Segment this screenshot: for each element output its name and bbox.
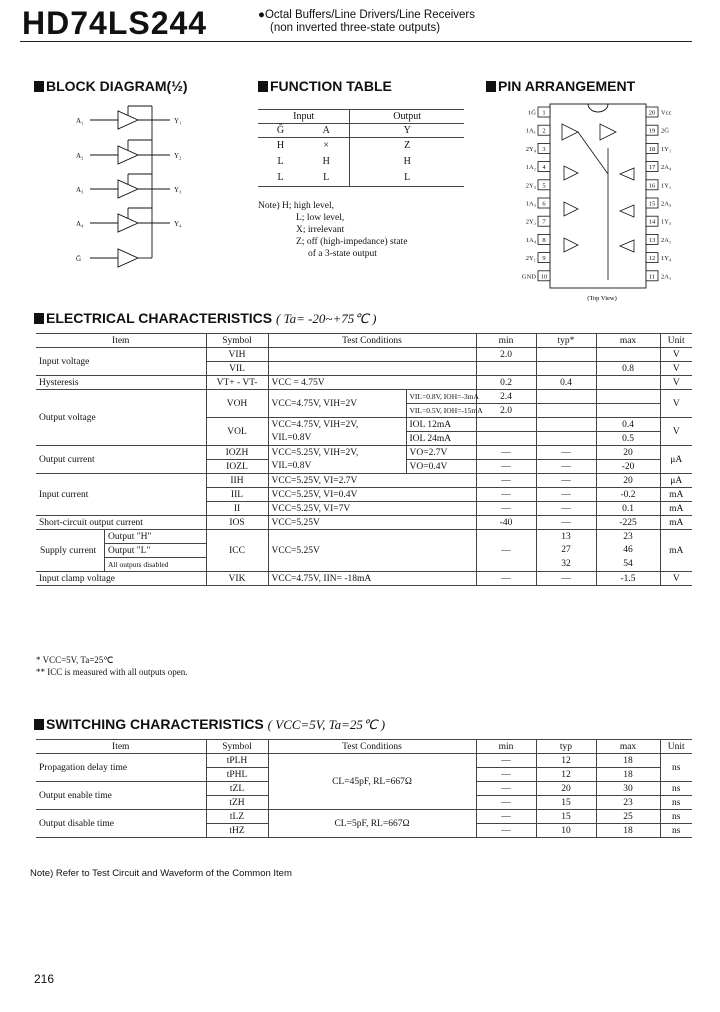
table-row: Input clamp voltage VIK VCC=4.75V, IIN= -18mA — — -1.5 V — [36, 572, 692, 586]
pin-number: 19 — [648, 127, 656, 135]
pin-label: 2A₃ — [661, 200, 672, 208]
pin-label: 1Y₂ — [661, 182, 672, 190]
ft-output-header: Output — [350, 110, 464, 124]
table-row: Propagation delay time tPLH CL=45pF, RL=667Ω — 12 18 ns — [36, 754, 692, 768]
table-row: Output disable time tLZ CL=5pF, RL=667Ω — 15 25 ns — [36, 810, 692, 824]
electrical-title: ELECTRICAL CHARACTERISTICS ( Ta= -20~+75℃ ) — [34, 310, 376, 327]
pin-number: 11 — [648, 273, 656, 281]
header-subdescription: (non inverted three-state outputs) — [270, 22, 441, 34]
pin-number: 14 — [648, 218, 656, 226]
output-label: Y₃ — [174, 186, 182, 194]
pin-number: 20 — [648, 109, 656, 117]
ft-col: A — [303, 124, 350, 138]
pin-label: 2Y₁ — [525, 255, 536, 263]
table-row: VIL=0.5V, IOH=-15mA 2.0 — [36, 404, 692, 418]
pin-label: 1A₃ — [525, 200, 536, 208]
table-row: Output enable time tZL — 20 30 ns — [36, 782, 692, 796]
pin-number: 10 — [540, 273, 548, 281]
table-row: Output voltage VOH VCC=4.75V, VIH=2V VIL=0.8V, IOH=-3mA 2.4 V — [36, 390, 692, 404]
output-label: Y₂ — [174, 152, 182, 160]
electrical-table: Item Symbol Test Conditions min typ* max Unit Input voltage VIH 2.0 V VIL 0.8 V Hysteresis VT+ - VT- VCC = 4.75V 0.2 0.4 V Output voltage VOH VCC=4.75V, VIH=2V VIL=0.8V, IOH=-3mA 2.4 V VIL=0.5V, IOH=-15mA 2.0 VOL VCC=4.75V, VIH=2V, IOL 12mA 0.4 V VIL=0.8V IOL 24mA 0.5 Output current IOZH VCC=5.25V, VIH=2V, VO=2.7V — — 20 μA IOZL VIL=0.8V VO=0.4V — — -20 Input current IIH VCC=5.25V, VI=2.7V — — 20 μA IIL VCC=5.25V, VI=0.4V — — -0.2 mA II VCC=5.25V, VI=7V — — 0.1 mA Short-circuit output current IOS VCC=5.25V -40 — -225 mA Supply current Output "H" Output "L" All outputs disabled ICC VCC=5.25V — 13 23 mA 27 46 32 54 Input clamp voltage VIK VCC=4.75V, IIN= -18mA — — -1.5 V — [36, 333, 692, 586]
buffer-3 — [90, 174, 170, 198]
pin-number: 3 — [542, 145, 546, 153]
pin-number: 15 — [648, 200, 656, 208]
pin-number: 13 — [648, 236, 656, 244]
table-row: 27 46 — [36, 544, 692, 558]
pin-arrangement — [512, 100, 692, 305]
table-row: Supply current Output "H" Output "L" All outputs disabled ICC VCC=5.25V — 13 23 mA — [36, 530, 692, 544]
package-notch — [588, 104, 608, 112]
table-row: Input voltage VIH 2.0 V — [36, 348, 692, 362]
table-row: VOL VCC=4.75V, VIH=2V, IOL 12mA 0.4 V — [36, 418, 692, 432]
pin-label: 1Y₃ — [661, 218, 672, 226]
pin-label: 1A₂ — [525, 164, 536, 172]
function-table — [258, 109, 464, 187]
pin-number: 1 — [542, 109, 546, 117]
pin-label: 2Y₃ — [525, 182, 536, 190]
pin-number: 4 — [542, 164, 546, 172]
table-row: H × Z — [258, 138, 464, 155]
switching-table: Item Symbol Test Conditions min typ max Unit Propagation delay time tPLH CL=45pF, RL=667Ω — 12 18 ns tPHL — 12 18 Output enable time tZL — 20 30 ns tZH — 15 23 ns Output disable time tLZ CL=5pF, RL=667Ω — 15 25 ns tHZ — 10 18 ns — [36, 739, 692, 838]
pin-label: 1A₁ — [525, 127, 536, 135]
table-row: tHZ — 10 18 ns — [36, 824, 692, 838]
pin-number: 12 — [648, 255, 656, 263]
table-row: Input current IIH VCC=5.25V, VI=2.7V — — 20 μA — [36, 474, 692, 488]
page-number: 216 — [34, 972, 55, 986]
pin-caption: (Top View) — [587, 295, 617, 302]
pin-label: Vcc — [661, 109, 672, 117]
function-table-title: FUNCTION TABLE — [258, 78, 392, 94]
table-row: L H H — [258, 154, 464, 170]
table-row: tZH — 15 23 ns — [36, 796, 692, 810]
pin-label: 2Y₄ — [525, 145, 536, 153]
buffer-2 — [90, 140, 170, 164]
pin-label: 2A₁ — [661, 273, 672, 281]
table-row: tPHL — 12 18 — [36, 768, 692, 782]
ft-col: Ḡ — [258, 124, 303, 138]
pin-label: 2A₂ — [661, 236, 672, 244]
pin-number: 8 — [542, 236, 546, 244]
header-rule — [20, 41, 692, 42]
pin-number: 16 — [648, 182, 656, 190]
input-label: A₂ — [76, 152, 84, 160]
table-row: Hysteresis VT+ - VT- VCC = 4.75V 0.2 0.4 V — [36, 376, 692, 390]
input-label: A₄ — [76, 220, 84, 228]
pin-number: 7 — [542, 218, 546, 226]
internal-buffers — [562, 124, 634, 280]
table-row: II VCC=5.25V, VI=7V — — 0.1 mA — [36, 502, 692, 516]
table-row: VIL 0.8 V — [36, 362, 692, 376]
table-row: 32 54 — [36, 557, 692, 571]
electrical-footnotes: * VCC=5V, Ta=25℃ ** ICC is measured with all outputs open. — [36, 655, 188, 677]
pin-label: 1Y₄ — [661, 255, 672, 263]
switching-note: Note) Refer to Test Circuit and Waveform of the Common Item — [30, 868, 292, 879]
switching-title: SWITCHING CHARACTERISTICS ( VCC=5V, Ta=25℃ ) — [34, 716, 385, 733]
function-table-notes: Note) H; high level, L; low level, X; irrelevant Z; off (high-impedance) state of a 3-state output — [258, 201, 408, 259]
table-row: IOZL VIL=0.8V VO=0.4V — — -20 — [36, 460, 692, 474]
ft-input-header: Input — [258, 110, 350, 124]
pin-number: 9 — [542, 255, 546, 263]
table-row: IIL VCC=5.25V, VI=0.4V — — -0.2 mA — [36, 488, 692, 502]
pin-label: 2Ḡ — [661, 127, 669, 135]
table-row: VIL=0.8V IOL 24mA 0.5 — [36, 432, 692, 446]
enable-label: Ḡ — [76, 255, 82, 263]
pin-number: 6 — [542, 200, 546, 208]
output-label: Y₄ — [174, 220, 182, 228]
buffer-1 — [90, 106, 170, 129]
buffer-4 — [90, 208, 170, 232]
output-label: Y₁ — [174, 117, 182, 125]
header-description: ●Octal Buffers/Line Drivers/Line Receivers — [258, 9, 476, 21]
pin-label: 2Y₂ — [525, 218, 536, 226]
pin-label: GND — [521, 273, 536, 281]
enable-buffer — [90, 245, 152, 267]
pin-number: 5 — [542, 182, 546, 190]
pin-label: 1Ḡ — [528, 109, 536, 117]
pin-arrangement-title: PIN ARRANGEMENT — [486, 78, 635, 94]
table-row: Output current IOZH VCC=5.25V, VIH=2V, VO=2.7V — — 20 μA — [36, 446, 692, 460]
table-row: L L L — [258, 170, 464, 187]
block-diagram — [70, 100, 200, 280]
table-row: Short-circuit output current IOS VCC=5.25V -40 — -225 mA — [36, 516, 692, 530]
pin-number: 17 — [648, 164, 656, 172]
ft-col: Y — [350, 124, 464, 138]
part-number: HD74LS244 — [22, 5, 208, 41]
ic-package — [550, 104, 646, 288]
pin-number: 2 — [542, 127, 546, 135]
pin-label: 2A₄ — [661, 164, 672, 172]
input-label: A₁ — [76, 117, 84, 125]
pin-label: 1Y₁ — [661, 145, 672, 153]
input-label: A₃ — [76, 186, 84, 194]
block-diagram-title: BLOCK DIAGRAM(½) — [34, 78, 188, 94]
pin-label: 1A₄ — [525, 236, 536, 244]
pin-number: 18 — [648, 145, 656, 153]
